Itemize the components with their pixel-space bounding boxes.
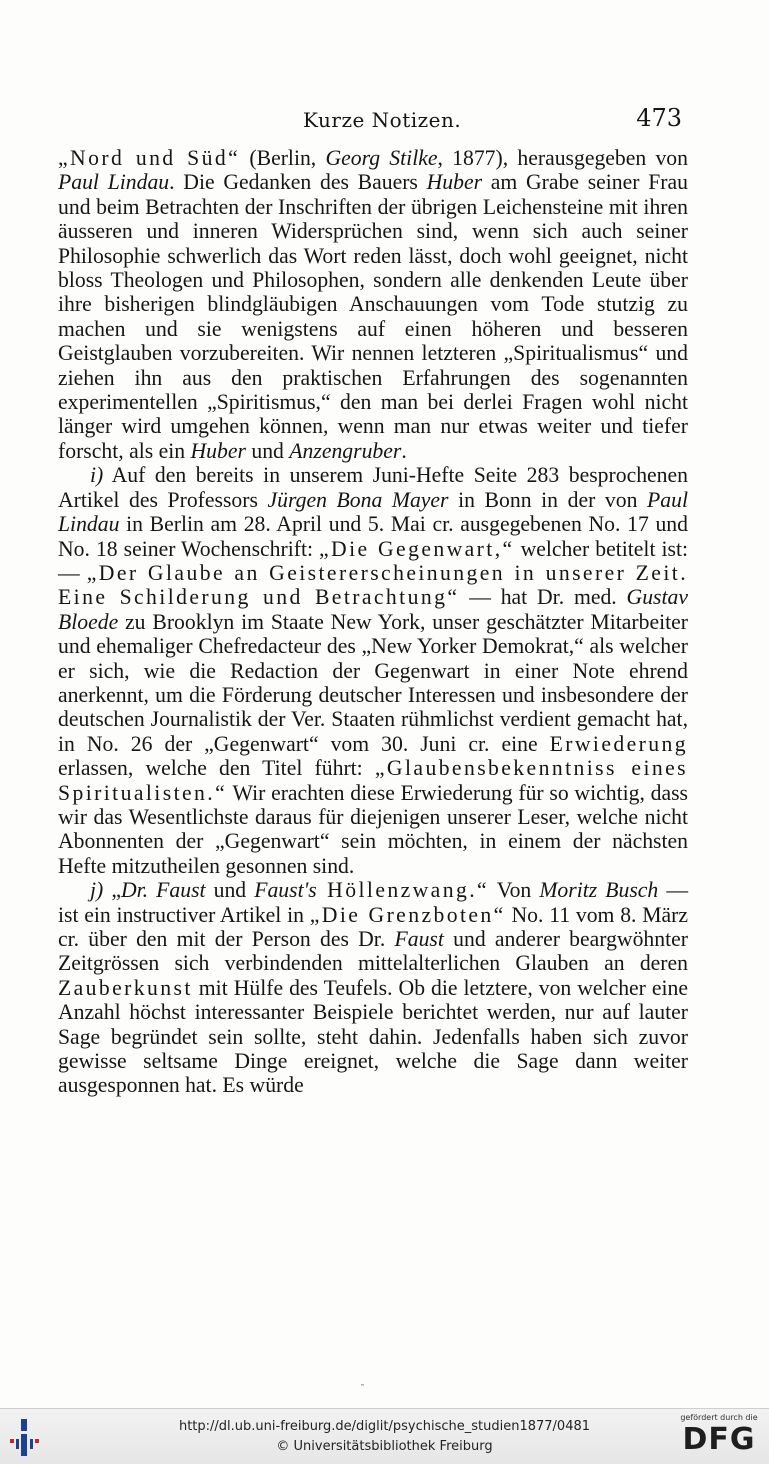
text-run: am Grabe seiner Frau und beim Betrachten der Inschriften der übrigen Leichensteine mit ihren äusseren und inneren Widersprüchen sind, wenn sich auch seiner Philosophie schwerlich das Wort reden lässt, doch wohl geeignet, nicht bloss Theologen und Philosophen, sondern alle denkenden Leute über ihre bisherigen blindgläubigen Anschauungen vom Tode stutzig zu machen und sie wenigstens auf einen höheren und besseren Geistglauben vorzubereiten. Wir nennen letzteren „Spiritualismus“ und ziehen ihn aus den praktischen Erfahrungen des sogenannten experimentellen „Spiritismus,“ den man bei derlei Fragen wohl nicht länger wird umgehen können, wenn man nur etwas weiter und tiefer forscht, als ein [58, 170, 688, 463]
viewer-footer [0, 1408, 769, 1464]
text-run: . [401, 438, 407, 463]
spaced-text: „Glaubensbekenntniss eines Spiritualisten.“ [58, 756, 688, 805]
text-run: mit Hülfe des Teufels. Ob die letztere, von welcher eine Anzahl höchst interessanter Beispiele berichtet werden, nur auf lauter Sage begründet sein sollte, steht dahin. Jedenfalls haben sich zuvor gewisse seltsame Dinge ereignet, welche die Sage dann weiter ausgesponnen hat. Es würde [58, 975, 688, 1098]
spaced-text: „Die Gegenwart,“ [319, 536, 515, 561]
italic-text: Paul Lindau [58, 487, 688, 537]
paragraph [58, 463, 688, 878]
italic-text: Moritz Busch [539, 878, 659, 903]
document-url-link[interactable]: http://dl.ub.uni-freiburg.de/diglit/psychische_studien1877/0481 [178, 1419, 591, 1434]
italic-text: Jürgen Bona Mayer [267, 487, 449, 512]
dfg-caption: gefördert durch die [680, 1413, 758, 1422]
text-run: — hat Dr. med. [459, 585, 627, 610]
italic-text: Anzengruber [289, 438, 402, 463]
spaced-text: „Der Glaube an Geistererscheinungen in unserer Zeit. Eine Schilderung und Betrachtung“ [58, 560, 689, 610]
text-run: und [205, 878, 255, 903]
page-number: 473 [636, 104, 682, 132]
text-run: Wir erachten diese Erwiederung für so wichtig, dass wir das Wesentlichste daraus für diejenigen unserer Leser, welche nicht Abonnenten der „Gegenwart“ sein möchten, in einem der nächsten Hefte mitzutheilen gesonnen sind. [58, 780, 688, 878]
copyright-text: © Universitätsbibliothek Freiburg [276, 1439, 493, 1454]
italic-text: Huber [190, 438, 246, 463]
text-run: in Berlin am 28. April und 5. Mai cr. ausgegebenen No. 17 und No. 18 seiner Wochenschrift: [58, 512, 688, 561]
text-run: welcher betitelt ist: — [58, 536, 689, 585]
italic-text: Faust's [254, 878, 317, 903]
spaced-text: Erwiederung [549, 731, 688, 756]
text-run: . Die Gedanken des Bauers [169, 170, 427, 195]
text-run: und anderer beargwöhnter Zeitgrössen sich verbindenden mittelalterlichen Glauben an deren [58, 927, 688, 976]
spaced-text: Zauberkunst [58, 975, 193, 1000]
text-run: in Bonn in der von [448, 487, 648, 512]
scan-mark: ˜ [360, 1384, 365, 1395]
dfg-logo: DFG [682, 1422, 756, 1457]
italic-text: i) [90, 463, 104, 488]
text-run: Von [489, 878, 540, 903]
italic-text: Dr. Faust [120, 878, 206, 903]
text-run: „ [103, 878, 121, 903]
text-run: Auf den bereits in unserem Juni-Hefte Seite 283 besprochenen Artikel des Professors [58, 463, 688, 512]
running-title: Kurze Notizen. [303, 108, 462, 132]
body-text [58, 146, 688, 1098]
italic-text: Faust [394, 927, 444, 951]
spaced-text: „Die Grenzboten“ [309, 902, 506, 927]
text-run: (Berlin, [240, 146, 326, 170]
text-run: — ist ein instructiver Artikel in [58, 878, 689, 927]
spaced-text: Höllenzwang.“ [316, 878, 490, 903]
text-run: erlassen, welche den Titel führt: [58, 756, 375, 781]
page-header [58, 104, 686, 136]
spaced-text: „Nord und Süd“ [58, 146, 241, 170]
italic-text: Gustav Bloede [58, 585, 688, 634]
text-run: No. 11 vom 8. März cr. über den mit der Person des Dr. [58, 902, 689, 951]
italic-text: Huber [426, 170, 483, 195]
text-run: , 1877), herausgegeben von [437, 146, 688, 170]
text-run: zu Brooklyn im Staate New York, unser geschätzter Mitarbeiter und ehemaliger Chefredacteur des „New Yorker Demokrat,“ als welcher er sich, wie die Redaction der Gegenwart in einer Note ehrend anerkennt, um die Förderung deutscher Interessen und insbesondere der deutschen Journalistik der Ver. Staaten rühmlichst verdient gemacht hat, in No. 26 der „Gegenwart“ vom 30. Juni cr. eine [58, 609, 688, 756]
dfg-badge [677, 1413, 761, 1461]
paragraph [58, 878, 688, 1098]
italic-text: j) [90, 878, 104, 903]
paragraph [58, 146, 688, 463]
italic-text: Paul Lindau [58, 170, 170, 195]
text-run: und [245, 438, 290, 463]
italic-text: Georg Stilke [325, 146, 438, 170]
